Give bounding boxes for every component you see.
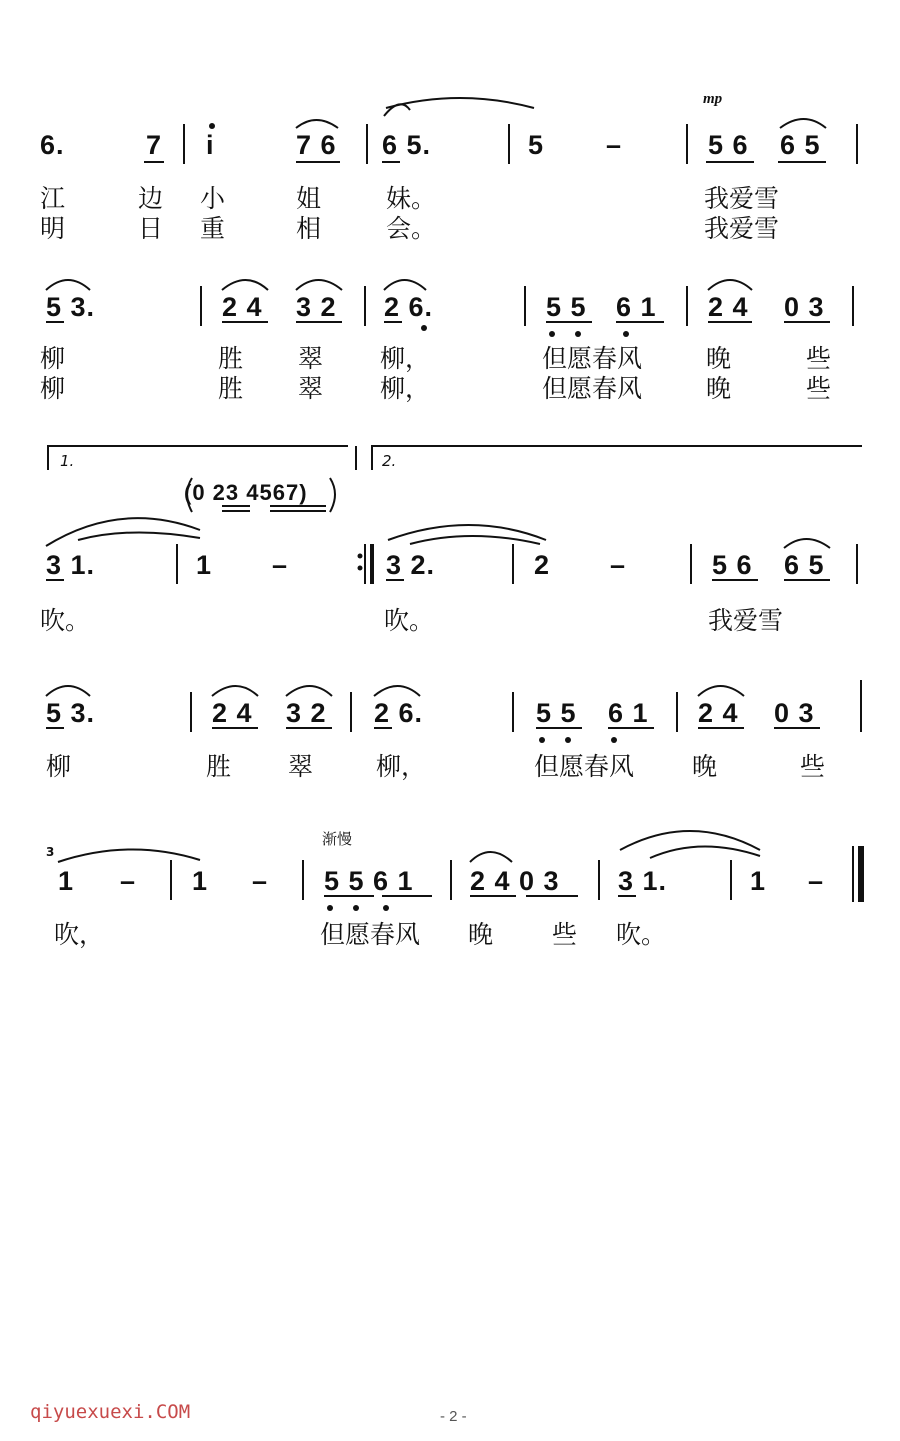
note: 5 6 [712, 550, 753, 580]
note: 6 5. [382, 130, 432, 160]
lyric: 胜 [218, 344, 244, 373]
lyric: 些 [806, 344, 832, 373]
slur [78, 532, 200, 540]
slur [296, 120, 338, 128]
note: 6 1 [608, 698, 649, 728]
slur [46, 280, 90, 290]
parenthesized-notes: (0 23 4567) [184, 480, 308, 505]
ending-1-label: 1. [60, 452, 75, 470]
note: 1 [192, 866, 209, 896]
note: 3 2 [286, 698, 327, 728]
slur [470, 852, 512, 862]
note: 2 4 0 3 [470, 866, 560, 896]
note: 6 1 [616, 292, 657, 322]
page-number: - 2 - [440, 1408, 467, 1425]
lyric: 翠 [288, 752, 314, 781]
note: 0 3 [784, 292, 825, 322]
lyric: 胜 [218, 374, 244, 403]
ending-1-bracket [48, 446, 348, 470]
ending-2-label: 2. [382, 452, 397, 470]
dash: – [808, 866, 825, 896]
lyric: 柳， [380, 374, 431, 403]
note: 1 [196, 550, 213, 580]
lyric: 柳 [46, 752, 72, 781]
lyric: 会。 [386, 214, 437, 243]
slur [286, 686, 332, 696]
note: 2 [534, 550, 551, 580]
note: 3 2. [386, 550, 436, 580]
slur [296, 280, 342, 290]
slur [212, 686, 258, 696]
tie [58, 849, 200, 862]
lyric: 边 [138, 184, 164, 213]
slur [222, 280, 268, 290]
note: 0 3 [774, 698, 815, 728]
note: 3 1. [618, 866, 668, 896]
lyric: 但愿春风 [320, 920, 421, 949]
dash: – [610, 550, 627, 580]
lyric: 翠 [298, 344, 324, 373]
note: 3 1. [46, 550, 96, 580]
lyric: 但愿春风 [542, 344, 643, 373]
slur [374, 686, 420, 696]
lyric: 晚 [468, 920, 494, 949]
note: 6. [40, 130, 65, 160]
slur [384, 280, 426, 290]
lyric: 江 [40, 184, 66, 213]
lyric: 但愿春风 [534, 752, 635, 781]
lyric: 日 [138, 214, 164, 243]
slur [410, 536, 540, 544]
lyric: 翠 [298, 374, 324, 403]
note: 7 [146, 130, 163, 160]
lyric: 晚 [706, 344, 732, 373]
slur [388, 525, 546, 540]
note: 5 [528, 130, 545, 160]
slur [708, 280, 752, 290]
lyric: 姐 [296, 184, 322, 213]
lyric: 我爱雪 [704, 184, 780, 213]
note: 7 6 [296, 130, 337, 160]
lyric: 晚 [706, 374, 732, 403]
note: 1 [750, 866, 767, 896]
lyric: 明 [40, 214, 66, 243]
lyric: 妹。 [386, 184, 437, 213]
note: 1 [58, 866, 75, 896]
lyric: 吹。 [384, 606, 435, 635]
tempo-marking: 渐慢 [322, 830, 353, 848]
note: 2 4 [222, 292, 263, 322]
lyric: 吹。 [40, 606, 91, 635]
lyric: 小 [200, 184, 226, 213]
lyric: 些 [806, 374, 832, 403]
dash: – [272, 550, 289, 580]
lyric: 柳 [40, 374, 66, 403]
lyric: 我爱雪 [704, 214, 780, 243]
note: 5 5 [546, 292, 587, 322]
note: 5 5 6 1 [324, 866, 414, 896]
meter-mark: 3 [46, 845, 55, 859]
slur [698, 686, 744, 696]
note: 6 5 [784, 550, 825, 580]
lyric: 胜 [206, 752, 232, 781]
watermark-logo: qiyuexuexi.COM [30, 1401, 191, 1423]
lyric: 柳， [380, 344, 431, 373]
lyric: 些 [552, 920, 578, 949]
lyric: 我爱雪 [708, 606, 784, 635]
note: 3 2 [296, 292, 337, 322]
lyric: 柳 [40, 344, 66, 373]
note: 2 4 [212, 698, 253, 728]
note: 5 5 [536, 698, 577, 728]
note: 2 6. [374, 698, 424, 728]
dash: – [252, 866, 269, 896]
note: 2 4 [708, 292, 749, 322]
note: i [206, 130, 215, 160]
slur [650, 846, 760, 858]
ending-2-bracket [372, 446, 862, 470]
slur [46, 686, 90, 696]
lyric: 柳， [376, 752, 427, 781]
lyric: 相 [296, 214, 322, 243]
note: 5 3. [46, 292, 96, 322]
note: 2 6. [384, 292, 434, 322]
dash: – [120, 866, 137, 896]
note: 5 3. [46, 698, 96, 728]
lyric: 但愿春风 [542, 374, 643, 403]
dash: – [606, 130, 623, 160]
lyric: 吹， [54, 920, 105, 949]
slur [784, 539, 830, 548]
lyric: 晚 [692, 752, 718, 781]
lyric: 吹。 [616, 920, 667, 949]
note: 5 6 [708, 130, 749, 160]
slur [780, 119, 826, 128]
lyric: 些 [800, 752, 826, 781]
note: 2 4 [698, 698, 739, 728]
lyric: 重 [200, 214, 226, 243]
note: 6 5 [780, 130, 821, 160]
dynamic-marking: mp [703, 91, 723, 107]
